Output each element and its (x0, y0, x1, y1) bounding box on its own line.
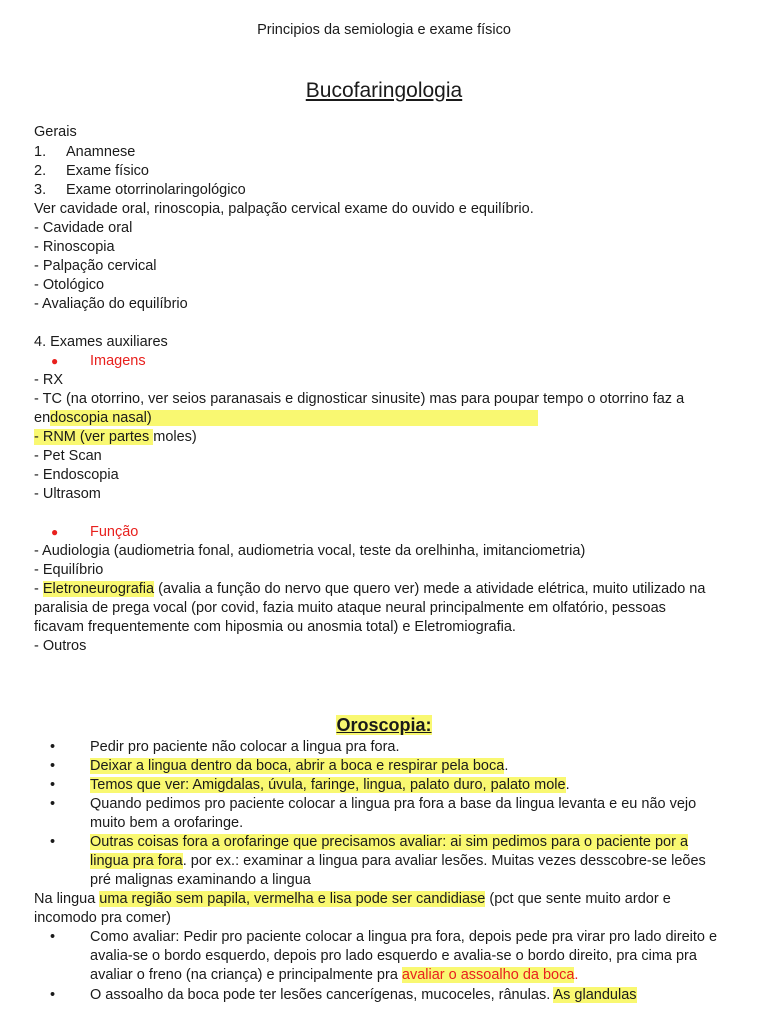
bullet-item: Pedir pro paciente não colocar a lingua pra fora. (90, 739, 400, 755)
numbered-item: Exame físico (66, 163, 149, 179)
list-item: - Rinoscopia (34, 239, 115, 255)
bullet-item-cont (90, 966, 578, 985)
text-span: Na lingua (34, 891, 100, 907)
auxiliares-heading: 4. Exames auxiliares (34, 334, 168, 350)
bullet-dot-icon: • (50, 987, 56, 1003)
text-span: . (504, 758, 509, 774)
imagens-label: Imagens (90, 353, 146, 369)
funcao-label: Função (90, 524, 139, 540)
bullet-item: Como avaliar: Pedir pro paciente colocar a lingua pra fora, depois pede pra virar pro lado direito e (90, 929, 718, 945)
text-span: . (565, 777, 570, 793)
bullet-dot-icon: • (50, 929, 56, 945)
bullet-item (90, 776, 570, 795)
bullet-item (90, 757, 508, 776)
bullet-dot-icon: • (50, 834, 56, 850)
highlight-span: Temos que ver: Amigdalas, úvula, faringe, lingua, palato duro, palato mole (90, 777, 566, 793)
list-item: - Otológico (34, 277, 105, 293)
highlight-span: - RNM (ver partes (34, 429, 154, 445)
gerais-desc: Ver cavidade oral, rinoscopia, palpação cervical exame do ouvido e equilíbrio. (34, 201, 534, 217)
doc-title: Bucofaringologia (305, 79, 463, 102)
numbered-item: Exame otorrinolaringológico (66, 182, 246, 198)
bullet-dot-icon: • (50, 777, 56, 793)
text-span: . por ex.: examinar a lingua para avaliar lesões. Muitas vezes desscobre-se leões (182, 853, 706, 869)
num-3: 3. (34, 182, 47, 198)
highlight-span: Outras coisas fora a orofaringe que precisamos avaliar: ai sim pedimos para o paciente por a (90, 834, 689, 850)
list-item: - Endoscopia (34, 467, 119, 483)
list-item: - RX (34, 372, 63, 388)
bullet-item-cont: avalia-se o bordo esquerdo, depois pro lado esquerdo e avalia-se o bordo direito, pra cima pra (90, 948, 697, 964)
text-span: avaliar o freno (na criança) e principalmente pra (90, 967, 402, 983)
bullet-dot-icon: ● (51, 525, 59, 539)
text-span: . (574, 967, 579, 983)
bullet-item-cont: pré malignas examinando a lingua (90, 872, 311, 888)
highlight-span: uma região sem papila, vermelha e lisa pode ser candidiase (99, 891, 486, 907)
bullet-item (90, 986, 637, 1005)
highlight-span: doscopia nasal) (50, 410, 538, 426)
gerais-heading: Gerais (34, 124, 77, 140)
bullet-dot-icon: • (50, 758, 56, 774)
bullet-dot-icon: • (50, 739, 56, 755)
text-span: (pct que sente muito ardor e (485, 891, 671, 907)
highlight-span: avaliar o assoalho da boca (401, 967, 575, 983)
bullet-item (90, 833, 688, 852)
list-item: - Audiologia (audiometria fonal, audiometria vocal, teste da orelhinha, imitanciometria) (34, 543, 586, 559)
highlight-span: Eletroneurografia (42, 581, 155, 597)
bullet-item-cont: muito bem a orofaringe. (90, 815, 244, 831)
list-item: - Pet Scan (34, 448, 102, 464)
bullet-item: Quando pedimos pro paciente colocar a lingua pra fora a base da lingua levanta e eu não vejo (90, 796, 697, 812)
highlight-span: Deixar a lingua dentro da boca, abrir a boca e respirar pela boca (90, 758, 505, 774)
bullet-dot-icon: • (50, 796, 56, 812)
list-item (34, 580, 705, 599)
text-span: - (34, 581, 43, 597)
paragraph-cont: incomodo pra comer) (34, 910, 171, 926)
list-item: - Cavidade oral (34, 220, 133, 236)
list-item: - Equilíbrio (34, 562, 104, 578)
text-span: moles) (153, 429, 197, 445)
text-span: en (34, 410, 51, 426)
list-item: - Palpação cervical (34, 258, 157, 274)
numbered-item: Anamnese (66, 144, 136, 160)
list-item (34, 409, 538, 428)
list-item: - Outros (34, 638, 87, 654)
bullet-dot-icon: ● (51, 354, 59, 368)
oroscopia-title: Oroscopia: (336, 715, 432, 735)
highlight-span: As glandulas (553, 987, 637, 1003)
oroscopia-title-wrap (0, 714, 768, 737)
bullet-item-cont (90, 852, 706, 871)
list-item: - Ultrasom (34, 486, 101, 502)
list-item: ficavam frequentemente com hiposmia ou anosmia total) e Eletromiografia. (34, 619, 516, 635)
num-2: 2. (34, 163, 47, 179)
list-item: paralisia de prega vocal (por covid, fazia muito ataque neural principalmente em olfatório, pessoas (34, 600, 666, 616)
header-title: Principios da semiologia e exame físico (257, 22, 511, 38)
list-item: - Avaliação do equilíbrio (34, 296, 188, 312)
list-item: - TC (na otorrino, ver seios paranasais e dignosticar sinusite) mas para poupar tempo o otorrino faz a (34, 391, 685, 407)
list-item (34, 428, 197, 447)
text-span: (avalia a função do nervo que quero ver) mede a atividade elétrica, muito utilizado na (154, 581, 706, 597)
highlight-span: lingua pra fora (90, 853, 183, 869)
paragraph (34, 890, 671, 909)
text-span: O assoalho da boca pode ter lesões cancerígenas, mucoceles, rânulas. (90, 987, 554, 1003)
num-1: 1. (34, 144, 47, 160)
